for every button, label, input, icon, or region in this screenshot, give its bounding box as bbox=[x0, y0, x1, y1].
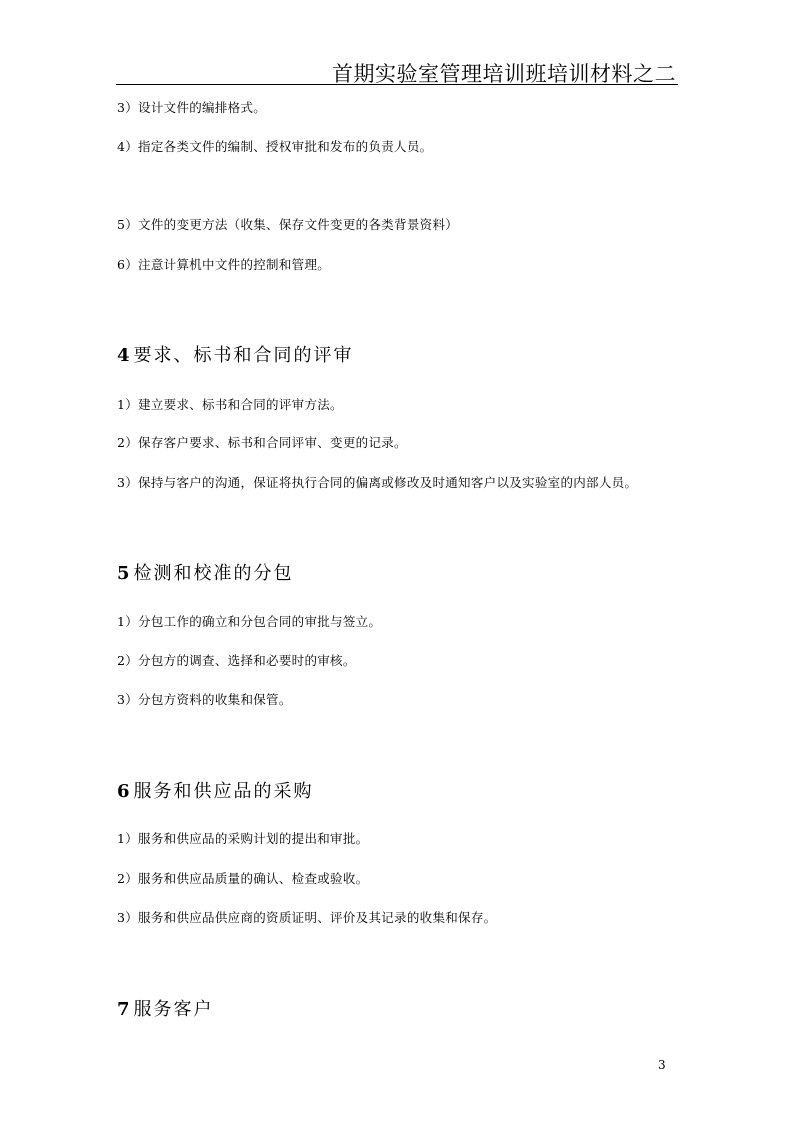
section-title: 服务客户 bbox=[133, 999, 214, 1020]
header-title: 首期实验室管理培训班培训材料之二 bbox=[332, 62, 676, 86]
section-heading bbox=[117, 995, 214, 1021]
list-item: 3）分包方资料的收集和保管。 bbox=[117, 692, 292, 707]
list-item: 1）分包工作的确立和分包合同的审批与签立。 bbox=[117, 614, 382, 629]
list-item: 2）保存客户要求、标书和合同评审、变更的记录。 bbox=[117, 435, 407, 450]
list-item: 6）注意计算机中文件的控制和管理。 bbox=[117, 257, 331, 272]
section-title: 检测和校准的分包 bbox=[133, 563, 294, 584]
section-number: 6 bbox=[117, 781, 130, 802]
list-item: 3）服务和供应品供应商的资质证明、评价及其记录的收集和保存。 bbox=[117, 910, 497, 925]
section-heading bbox=[117, 777, 314, 803]
section-number: 4 bbox=[117, 345, 130, 366]
header-rule bbox=[116, 84, 678, 85]
section-number: 5 bbox=[117, 563, 130, 584]
page-number: 3 bbox=[658, 1058, 666, 1072]
list-item: 3）设计文件的编排格式。 bbox=[117, 100, 267, 115]
section-title: 要求、标书和合同的评审 bbox=[133, 345, 354, 366]
section-number: 7 bbox=[117, 999, 130, 1020]
list-item: 2）分包方的调查、选择和必要时的审核。 bbox=[117, 653, 356, 668]
list-item: 5）文件的变更方法（收集、保存文件变更的各类背景资料） bbox=[117, 217, 459, 232]
list-item: 2）服务和供应品质量的确认、检查或验收。 bbox=[117, 871, 369, 886]
list-item: 4）指定各类文件的编制、授权审批和发布的负责人员。 bbox=[117, 139, 433, 154]
section-title: 服务和供应品的采购 bbox=[133, 781, 314, 802]
list-item: 1）服务和供应品的采购计划的提出和审批。 bbox=[117, 831, 369, 846]
list-item: 3）保持与客户的沟通，保证将执行合同的偏离或修改及时通知客户以及实验室的内部人员。 bbox=[117, 475, 638, 490]
section-heading bbox=[117, 559, 294, 585]
list-item: 1）建立要求、标书和合同的评审方法。 bbox=[117, 397, 343, 412]
section-heading bbox=[117, 341, 354, 367]
